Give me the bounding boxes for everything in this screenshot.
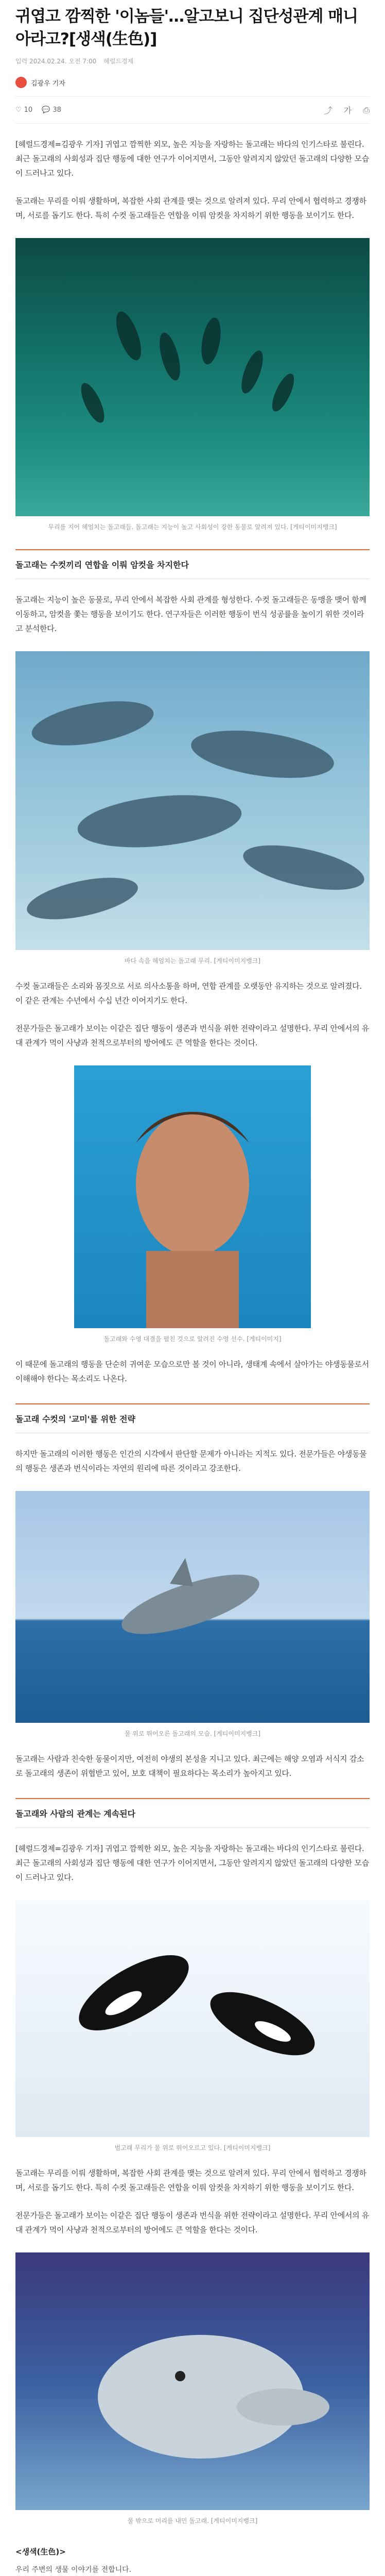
comment-icon: 💬 xyxy=(42,106,50,114)
dolphin-illustration xyxy=(15,651,370,950)
figure-caption: 바다 속을 헤엄치는 돌고래 무리. [게티이미지뱅크] xyxy=(124,957,261,964)
comment-button[interactable]: 💬 38 xyxy=(42,106,61,114)
figure-caption: 범고래 무리가 물 위로 뛰어오르고 있다. [게티이미지뱅크] xyxy=(114,2144,271,2151)
dolphin-illustration xyxy=(15,2252,370,2510)
swimmer-portrait-image xyxy=(74,1065,311,1328)
figure xyxy=(15,1900,370,2153)
portrait-illustration xyxy=(74,1065,311,1328)
paragraph: 돌고래는 무리를 이뤄 생활하며, 복잡한 사회 관계를 맺는 것으로 알려져 있다. 무리 안에서 협력하고 경쟁하며, 서로를 돕기도 한다. 특히 수컷 돌고래들은 연합을 이뤄 암컷을 차지하기 위한 행동을 보이기도 한다. xyxy=(15,196,366,220)
figure xyxy=(15,238,370,532)
article-meta xyxy=(15,57,370,65)
paragraph: [헤럴드경제=김광우 기자] 귀엽고 깜찍한 외모, 높은 지능을 자랑하는 돌고래는 바다의 인기스타로 불린다. 최근 돌고래의 사회성과 집단 행동에 대한 연구가 이어지면서, 그동안 알려지지 않았던 돌고래의 다양한 모습이 드러나고 있다. xyxy=(15,1844,369,1882)
orca-image xyxy=(15,1900,370,2137)
paragraph: 돌고래는 무리를 이뤄 생활하며, 복잡한 사회 관계를 맺는 것으로 알려져 있다. 무리 안에서 협력하고 경쟁하며, 서로를 돕기도 한다. 특히 수컷 돌고래들은 연합을 이뤄 암컷을 차지하기 위한 행동을 보이기도 한다. xyxy=(15,2168,366,2192)
share-icon[interactable]: ⤴ xyxy=(324,106,332,115)
article-title: 귀엽고 깜찍한 '이놈들'…알고보니 집단성관계 매니아라고?[생색(生色)] xyxy=(15,7,358,48)
figure-caption: 물 위로 뛰어오른 돌고래의 모습. [게티이미지뱅크] xyxy=(124,1730,261,1737)
figure xyxy=(15,1065,370,1344)
jumping-dolphin-image xyxy=(15,1491,370,1723)
font-size-icon[interactable]: 가 xyxy=(343,106,352,115)
subheading: 돌고래는 수컷끼리 연합을 이뤄 암컷을 차지한다 xyxy=(15,549,370,579)
dolphins-underwater-image xyxy=(15,238,370,516)
paragraph: 하지만 돌고래의 이러한 행동은 인간의 시각에서 판단할 문제가 아니라는 지적도 있다. 전문가들은 야생동물의 행동은 생존과 번식이라는 자연의 원리에 따른 것이라고 강조한다. xyxy=(15,1449,367,1473)
subheading: 돌고래와 사람의 관계는 계속된다 xyxy=(15,1798,370,1828)
orca-illustration xyxy=(15,1900,370,2137)
info-line: 우리 주변의 생물 이야기를 전합니다. xyxy=(15,2566,132,2574)
paragraph: 돌고래는 지능이 높은 동물로, 무리 안에서 복잡한 사회 관계를 형성한다. 수컷 돌고래들은 동맹을 맺어 함께 이동하고, 암컷을 쫓는 행동을 보이기도 한다. 연구자들은 이러한 행동이 번식 성공률을 높이기 위한 것이라고 분석한다. xyxy=(15,595,366,633)
heart-icon: ♡ xyxy=(15,106,22,114)
author-row[interactable] xyxy=(15,77,370,88)
print-icon[interactable]: ⎙ xyxy=(363,105,370,115)
article-date: 입력 2024.02.24. 오전 7:00 xyxy=(15,58,97,65)
like-button[interactable]: ♡ 10 xyxy=(15,106,33,114)
author-name[interactable]: 김광우 기자 xyxy=(31,79,65,88)
paragraph: 수컷 돌고래들은 소리와 몸짓으로 서로 의사소통을 하며, 연합 관계를 오랫동안 유지하는 것으로 알려졌다. 이 같은 관계는 수년에서 수십 년간 이어지기도 한다. xyxy=(15,981,362,1005)
article-toolbar xyxy=(15,96,370,124)
dolphin-pod-image xyxy=(15,651,370,950)
figure xyxy=(15,2252,370,2526)
dolphin-illustration xyxy=(15,238,370,516)
author-avatar xyxy=(15,77,27,88)
figure-caption: 돌고래와 수영 대결을 펼친 것으로 알려진 수영 선수. [게티이미지] xyxy=(103,1335,282,1343)
figure-caption: 물 밖으로 머리를 내민 돌고래. [게티이미지뱅크] xyxy=(127,2517,258,2524)
paragraph: 전문가들은 돌고래가 보이는 이같은 집단 행동이 생존과 번식을 위한 전략이라고 설명한다. 무리 안에서의 유대 관계가 먹이 사냥과 천적으로부터의 방어에도 큰 역할을 한다는 것이다. xyxy=(15,2211,369,2234)
paragraph: 전문가들은 돌고래가 보이는 이같은 집단 행동이 생존과 번식을 위한 전략이라고 설명한다. 무리 안에서의 유대 관계가 먹이 사냥과 천적으로부터의 방어에도 큰 역할을 한다는 것이다. xyxy=(15,1024,369,1047)
paragraph: 이 때문에 돌고래의 행동을 단순히 귀여운 모습으로만 볼 것이 아니라, 생태계 속에서 살아가는 야생동물로서 이해해야 한다는 목소리도 나온다. xyxy=(15,1360,369,1383)
paragraph: 돌고래는 사람과 친숙한 동물이지만, 여전히 야생의 본성을 지니고 있다. 최근에는 해양 오염과 서식지 감소로 돌고래의 생존이 위협받고 있어, 보호 대책이 필요하다는 목소리가 높아지고 있다. xyxy=(15,1754,364,1778)
dolphin-head-image xyxy=(15,2252,370,2510)
dolphin-illustration xyxy=(15,1491,370,1723)
figure xyxy=(15,1491,370,1738)
info-box xyxy=(15,2546,370,2576)
info-heading: <생색(生色)> xyxy=(15,2547,66,2556)
paragraph: [헤럴드경제=김광우 기자] 귀엽고 깜찍한 외모, 높은 지능을 자랑하는 돌고래는 바다의 인기스타로 불린다. 최근 돌고래의 사회성과 집단 행동에 대한 연구가 이어지면서, 그동안 알려지지 않았던 돌고래의 다양한 모습이 드러나고 있다. xyxy=(15,140,369,178)
subheading: 돌고래 수컷의 '교미'를 위한 전략 xyxy=(15,1403,370,1433)
figure xyxy=(15,651,370,965)
article-source: 헤럴드경제 xyxy=(103,58,134,65)
figure-caption: 무리를 지어 헤엄치는 돌고래들. 돌고래는 지능이 높고 사회성이 강한 동물로 알려져 있다. [게티이미지뱅크] xyxy=(48,523,337,531)
